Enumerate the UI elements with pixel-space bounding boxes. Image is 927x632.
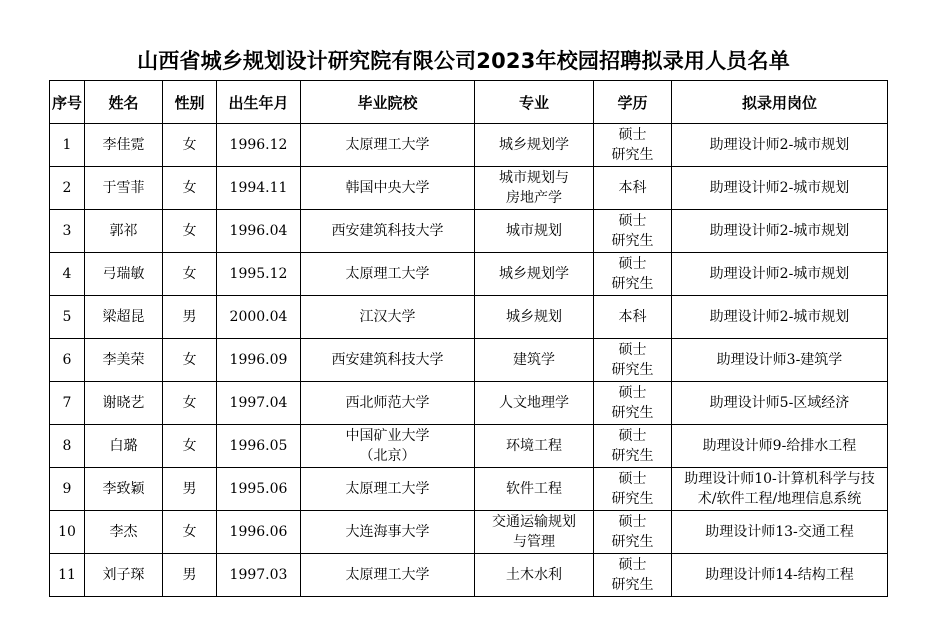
cell-position: 助理设计师2-城市规划 (672, 124, 888, 167)
cell-gender: 女 (163, 210, 217, 253)
page-title: 山西省城乡规划设计研究院有限公司2023年校园招聘拟录用人员名单 (137, 49, 790, 73)
cell-gender: 男 (163, 296, 217, 339)
cell-birth: 2000.04 (217, 296, 301, 339)
cell-seq: 8 (50, 425, 85, 468)
cell-birth: 1996.04 (217, 210, 301, 253)
cell-major: 土木水利 (475, 554, 594, 597)
cell-degree: 硕士 研究生 (594, 511, 672, 554)
cell-seq: 3 (50, 210, 85, 253)
cell-name: 刘子琛 (85, 554, 163, 597)
cell-seq: 2 (50, 167, 85, 210)
cell-major: 人文地理学 (475, 382, 594, 425)
header-seq: 序号 (50, 81, 85, 124)
table-row (50, 511, 888, 554)
cell-seq: 10 (50, 511, 85, 554)
table-row (50, 382, 888, 425)
cell-name: 李佳霓 (85, 124, 163, 167)
header-name: 姓名 (85, 81, 163, 124)
cell-school: 太原理工大学 (301, 124, 475, 167)
cell-position: 助理设计师14-结构工程 (672, 554, 888, 597)
cell-major: 环境工程 (475, 425, 594, 468)
table-row (50, 253, 888, 296)
cell-name: 于雪菲 (85, 167, 163, 210)
table-row (50, 124, 888, 167)
cell-major: 软件工程 (475, 468, 594, 511)
cell-name: 梁超昆 (85, 296, 163, 339)
cell-gender: 女 (163, 511, 217, 554)
cell-birth: 1996.09 (217, 339, 301, 382)
cell-school: 太原理工大学 (301, 253, 475, 296)
cell-name: 谢晓艺 (85, 382, 163, 425)
cell-birth: 1997.04 (217, 382, 301, 425)
cell-school: 西安建筑科技大学 (301, 339, 475, 382)
cell-degree: 硕士 研究生 (594, 253, 672, 296)
cell-degree: 硕士 研究生 (594, 468, 672, 511)
cell-position: 助理设计师2-城市规划 (672, 296, 888, 339)
cell-name: 白璐 (85, 425, 163, 468)
table-row (50, 554, 888, 597)
cell-degree: 硕士 研究生 (594, 210, 672, 253)
table-row (50, 167, 888, 210)
table-row (50, 468, 888, 511)
cell-major: 城乡规划 (475, 296, 594, 339)
cell-gender: 女 (163, 124, 217, 167)
cell-birth: 1995.12 (217, 253, 301, 296)
cell-gender: 男 (163, 468, 217, 511)
cell-seq: 7 (50, 382, 85, 425)
cell-seq: 1 (50, 124, 85, 167)
cell-gender: 女 (163, 382, 217, 425)
cell-seq: 6 (50, 339, 85, 382)
header-major: 专业 (475, 81, 594, 124)
cell-birth: 1994.11 (217, 167, 301, 210)
cell-degree: 本科 (594, 296, 672, 339)
cell-major: 城乡规划学 (475, 253, 594, 296)
cell-gender: 女 (163, 425, 217, 468)
cell-major: 城市规划 (475, 210, 594, 253)
cell-school: 太原理工大学 (301, 468, 475, 511)
table-row (50, 296, 888, 339)
cell-birth: 1995.06 (217, 468, 301, 511)
cell-degree: 硕士 研究生 (594, 124, 672, 167)
table-row (50, 425, 888, 468)
cell-major: 建筑学 (475, 339, 594, 382)
header-birth: 出生年月 (217, 81, 301, 124)
cell-position: 助理设计师3-建筑学 (672, 339, 888, 382)
cell-major: 城乡规划学 (475, 124, 594, 167)
cell-gender: 女 (163, 253, 217, 296)
cell-birth: 1996.12 (217, 124, 301, 167)
cell-position: 助理设计师10-计算机科学与技 术/软件工程/地理信息系统 (672, 468, 888, 511)
cell-gender: 女 (163, 339, 217, 382)
cell-school: 江汉大学 (301, 296, 475, 339)
cell-school: 中国矿业大学 （北京） (301, 425, 475, 468)
cell-position: 助理设计师5-区域经济 (672, 382, 888, 425)
cell-birth: 1996.06 (217, 511, 301, 554)
cell-name: 弓瑞敏 (85, 253, 163, 296)
hiring-roster-table (49, 80, 888, 597)
cell-seq: 4 (50, 253, 85, 296)
cell-degree: 硕士 研究生 (594, 554, 672, 597)
cell-degree: 硕士 研究生 (594, 425, 672, 468)
cell-position: 助理设计师9-给排水工程 (672, 425, 888, 468)
cell-major: 交通运输规划 与管理 (475, 511, 594, 554)
cell-major: 城市规划与 房地产学 (475, 167, 594, 210)
header-row (50, 81, 888, 124)
table-row (50, 210, 888, 253)
cell-degree: 本科 (594, 167, 672, 210)
cell-degree: 硕士 研究生 (594, 339, 672, 382)
cell-position: 助理设计师2-城市规划 (672, 167, 888, 210)
cell-school: 太原理工大学 (301, 554, 475, 597)
cell-position: 助理设计师2-城市规划 (672, 253, 888, 296)
cell-name: 李美荣 (85, 339, 163, 382)
cell-seq: 9 (50, 468, 85, 511)
table-row (50, 339, 888, 382)
cell-name: 郭祁 (85, 210, 163, 253)
cell-school: 韩国中央大学 (301, 167, 475, 210)
header-position: 拟录用岗位 (672, 81, 888, 124)
cell-seq: 5 (50, 296, 85, 339)
cell-degree: 硕士 研究生 (594, 382, 672, 425)
cell-name: 李杰 (85, 511, 163, 554)
cell-gender: 女 (163, 167, 217, 210)
header-school: 毕业院校 (301, 81, 475, 124)
cell-position: 助理设计师2-城市规划 (672, 210, 888, 253)
cell-gender: 男 (163, 554, 217, 597)
cell-position: 助理设计师13-交通工程 (672, 511, 888, 554)
cell-birth: 1996.05 (217, 425, 301, 468)
cell-school: 大连海事大学 (301, 511, 475, 554)
cell-seq: 11 (50, 554, 85, 597)
cell-school: 西北师范大学 (301, 382, 475, 425)
cell-school: 西安建筑科技大学 (301, 210, 475, 253)
header-degree: 学历 (594, 81, 672, 124)
header-gender: 性别 (163, 81, 217, 124)
cell-name: 李致颖 (85, 468, 163, 511)
cell-birth: 1997.03 (217, 554, 301, 597)
